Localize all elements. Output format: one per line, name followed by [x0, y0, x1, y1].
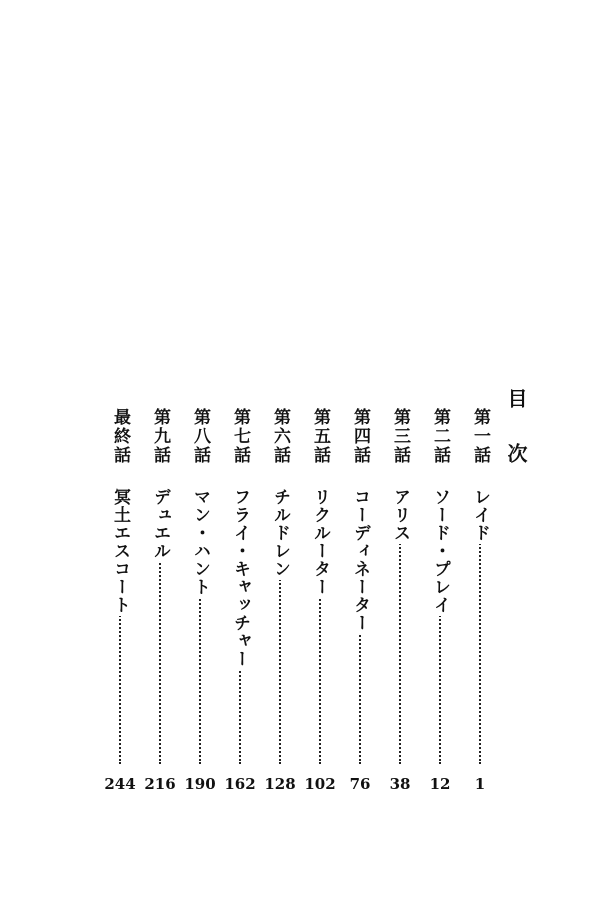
toc-entry[interactable]	[380, 408, 420, 803]
page-number: 102	[304, 775, 336, 793]
toc-heading: 目 次	[504, 388, 528, 477]
chapter-title: チルドレン	[260, 488, 300, 580]
chapter-number: 第六話	[270, 408, 290, 465]
chapter-number: 第四話	[350, 408, 370, 465]
page-number: 190	[184, 775, 216, 793]
page-number: 38	[389, 775, 411, 793]
page-number: 162	[224, 775, 256, 793]
toc-entry[interactable]	[220, 408, 260, 803]
chapter-title: アリス	[380, 488, 420, 544]
chapter-title: 冥土エスコート	[100, 488, 140, 616]
chapter-number: 第九話	[150, 408, 170, 465]
page-number: 12	[429, 775, 451, 793]
toc-entry[interactable]	[180, 408, 220, 803]
chapter-title: コーディネーター	[340, 488, 380, 634]
chapter-number: 第一話	[470, 408, 490, 465]
page-number: 216	[144, 775, 176, 793]
chapter-number: 最終話	[110, 408, 130, 465]
page-number: 1	[474, 775, 486, 793]
chapter-title: レイド	[460, 488, 500, 544]
chapter-number: 第五話	[310, 408, 330, 465]
chapter-title: マン・ハント	[180, 488, 220, 598]
toc-entry[interactable]	[140, 408, 180, 803]
toc-entry[interactable]	[460, 408, 500, 803]
toc-entry[interactable]	[100, 408, 140, 803]
toc-entry[interactable]	[420, 408, 460, 803]
toc-entry[interactable]	[260, 408, 300, 803]
chapter-number: 第八話	[190, 408, 210, 465]
toc-entry[interactable]	[340, 408, 380, 803]
chapter-number: 第二話	[430, 408, 450, 465]
toc-entry[interactable]	[300, 408, 340, 803]
chapter-title: デュエル	[140, 488, 180, 562]
chapter-number: 第三話	[390, 408, 410, 465]
page-number: 76	[349, 775, 371, 793]
page-number: 244	[104, 775, 136, 793]
chapter-title: フライ・キャッチャー	[220, 488, 260, 670]
page-number: 128	[264, 775, 296, 793]
chapter-title: リクルーター	[300, 488, 340, 598]
chapter-title: ソード・プレイ	[420, 488, 460, 616]
chapter-number: 第七話	[230, 408, 250, 465]
